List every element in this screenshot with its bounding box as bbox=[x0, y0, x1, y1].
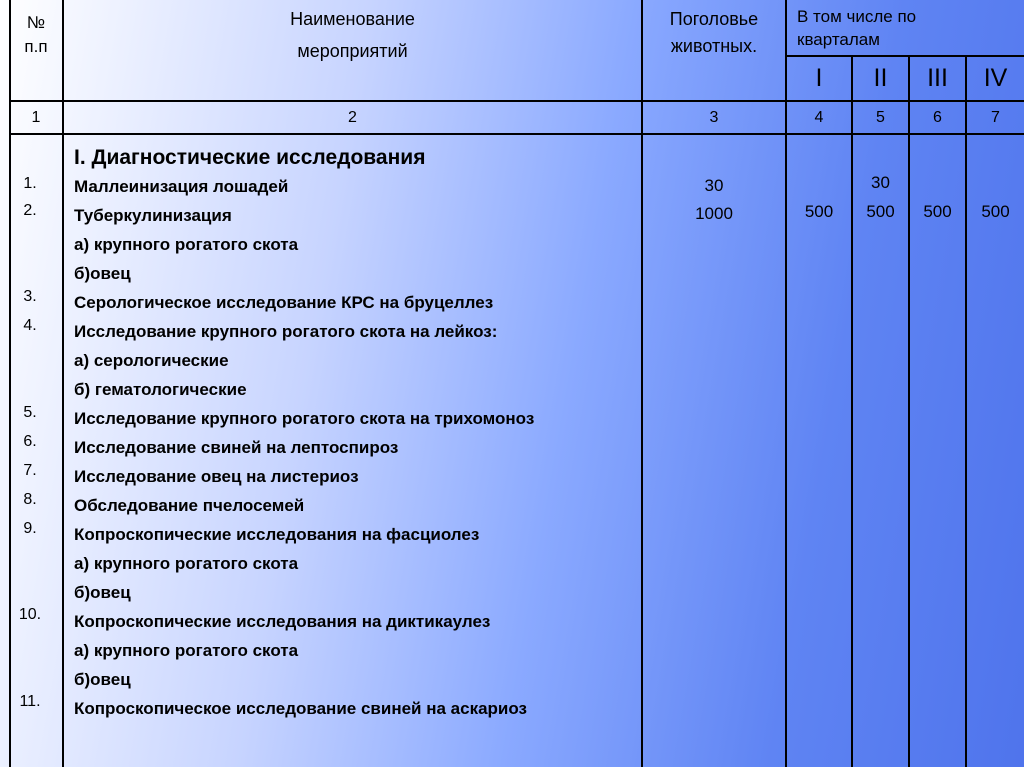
header-quarter-3: III bbox=[927, 64, 948, 92]
header-num: № bbox=[26, 13, 46, 32]
activity-line: Серологическое исследование КРС на бруцеллез bbox=[74, 293, 494, 312]
row-number: 2. bbox=[23, 202, 37, 219]
activity-line: б) гематологические bbox=[74, 380, 247, 399]
activity-line: б)овец bbox=[74, 670, 131, 689]
col-number-2: 2 bbox=[348, 109, 357, 126]
section-title: I. Диагностические исследования bbox=[74, 146, 426, 169]
row-number: 1. bbox=[23, 175, 37, 192]
header-quarters-sub: кварталам bbox=[797, 30, 880, 49]
row-divider bbox=[10, 133, 1024, 135]
header-head-count-sub: животных. bbox=[670, 36, 758, 56]
activity-line: Туберкулинизация bbox=[74, 206, 232, 225]
row-number: 5. bbox=[23, 404, 37, 421]
header-name: Наименование bbox=[290, 9, 415, 29]
row-divider bbox=[10, 100, 1024, 102]
row-number: 3. bbox=[23, 288, 37, 305]
header-quarters: В том числе по bbox=[797, 7, 917, 26]
header-quarter-2: II bbox=[873, 64, 888, 92]
header-quarter-4: IV bbox=[983, 64, 1008, 92]
activity-line: Исследование свиней на лептоспироз bbox=[74, 438, 399, 457]
row-number: 6. bbox=[23, 433, 37, 450]
col-divider bbox=[851, 55, 853, 767]
activity-line: Исследование крупного рогатого скота на трихомоноз bbox=[74, 409, 535, 428]
quarter-4-value: 500 bbox=[981, 202, 1010, 221]
row-number: 7. bbox=[23, 462, 37, 479]
header-head-count: Поголовье bbox=[669, 9, 759, 29]
col-number-5: 5 bbox=[876, 109, 885, 126]
head-count-value: 30 bbox=[704, 176, 724, 195]
activity-line: а) серологические bbox=[74, 351, 229, 370]
row-number: 11. bbox=[19, 693, 41, 710]
header-quarter-1: I bbox=[815, 64, 823, 92]
header-num-sub: п.п bbox=[24, 37, 48, 56]
activity-line: Обследование пчелосемей bbox=[74, 496, 305, 515]
quarter-divider bbox=[786, 55, 1024, 57]
activity-line: б)овец bbox=[74, 264, 131, 283]
activity-line: Копроскопическое исследование свиней на аскариоз bbox=[74, 699, 527, 718]
quarter-1-value: 500 bbox=[804, 202, 834, 221]
quarter-2-value: 30 bbox=[871, 173, 890, 192]
activity-line: Исследование овец на листериоз bbox=[74, 467, 359, 486]
col-number-7: 7 bbox=[991, 109, 1000, 126]
row-number: 4. bbox=[23, 317, 37, 334]
header-name-sub: мероприятий bbox=[297, 41, 408, 61]
col-number-1: 1 bbox=[31, 109, 41, 126]
activity-line: Копроскопические исследования на фасциолез bbox=[74, 525, 480, 544]
activity-line: Маллеинизация лошадей bbox=[74, 177, 289, 196]
col-divider bbox=[965, 55, 967, 767]
row-number: 10. bbox=[18, 606, 42, 623]
col-divider bbox=[908, 55, 910, 767]
activity-line: Исследование крупного рогатого скота на лейкоз: bbox=[74, 322, 498, 341]
row-number: 8. bbox=[23, 491, 37, 508]
quarter-2-value: 500 bbox=[866, 202, 895, 221]
row-number: 9. bbox=[23, 520, 37, 537]
activity-line: б)овец bbox=[74, 583, 131, 602]
activity-line: а) крупного рогатого скота bbox=[74, 554, 299, 573]
col-number-6: 6 bbox=[933, 109, 942, 126]
activity-line: а) крупного рогатого скота bbox=[74, 235, 299, 254]
activity-line: Копроскопические исследования на диктикаулез bbox=[74, 612, 491, 631]
activity-line: а) крупного рогатого скота bbox=[74, 641, 299, 660]
col-number-4: 4 bbox=[814, 109, 824, 126]
quarter-3-value: 500 bbox=[923, 202, 952, 221]
col-number-3: 3 bbox=[709, 109, 719, 126]
head-count-value: 1000 bbox=[695, 204, 733, 223]
